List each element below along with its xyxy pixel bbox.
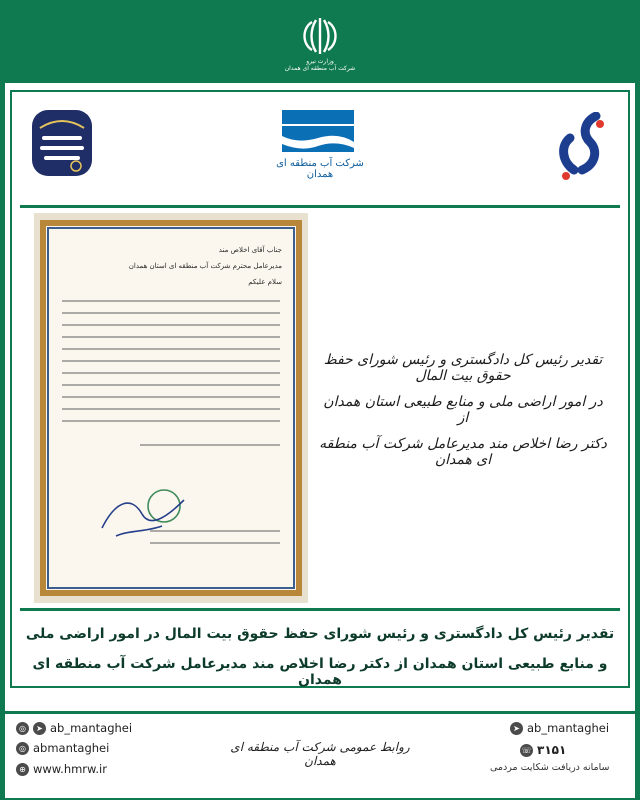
description-divider <box>20 608 620 611</box>
certificate-text-line <box>62 372 280 374</box>
logo-divider <box>20 205 620 208</box>
certificate-text-line <box>62 360 280 362</box>
certificate-greeting: سلام علیکم <box>248 278 282 286</box>
certificate-text-line <box>140 444 280 446</box>
instagram-icon: ◎ <box>16 742 29 755</box>
telegram-icon: ➤ <box>510 722 523 735</box>
footer-public-relations: روابط عمومی شرکت آب منطقه ای همدان <box>230 740 410 768</box>
caption-line-2: در امور اراضی ملی و منابع طبیعی استان همدان از <box>323 394 603 426</box>
description-line-2: و منابع طبیعی استان همدان از دکتر رضا اخلاص مند مدیرعامل شرکت آب منطقه ای همدان <box>32 656 608 688</box>
regional-water-company-logo <box>278 108 358 154</box>
certificate-text-line <box>150 530 280 532</box>
footer-left-social-handle: ab_mantaghei <box>50 721 133 735</box>
iran-emblem-icon <box>290 14 350 62</box>
signature-and-stamp <box>96 470 196 550</box>
description-line-1: تقدیر رئیس کل دادگستری و رئیس شورای حفظ حقوق بیت المال در امور اراضی ملی <box>25 626 615 642</box>
production-surge-logo <box>30 108 94 178</box>
certificate-recipient: مدیرعامل محترم شرکت آب منطقه ای استان همدان <box>128 262 282 270</box>
certificate-text-line <box>62 324 280 326</box>
footer-right-social-handle: ab_mantaghei <box>527 721 610 735</box>
footer-phone[interactable] <box>520 743 566 757</box>
caption-line-1: تقدیر رئیس کل دادگستری و رئیس شورای حفظ حقوق بیت المال <box>323 352 603 384</box>
header-emblem-caption-line2: شرکت آب منطقه ای همدان <box>284 65 356 72</box>
footer-website: www.hmrw.ir <box>33 762 107 776</box>
certificate-text-line <box>150 542 280 544</box>
globe-icon: ⊕ <box>16 763 29 776</box>
footer-left-instagram-handle: abmantaghei <box>33 741 110 755</box>
footer-website-link[interactable] <box>16 762 107 776</box>
instagram-icon: ◎ <box>16 722 29 735</box>
certificate-text-line <box>62 396 280 398</box>
caption-line-3: دکتر رضا اخلاص مند مدیرعامل شرکت آب منطقه ای همدان <box>319 436 607 468</box>
certificate-salutation: جناب آقای اخلاص مند <box>218 246 282 254</box>
footer-right-social[interactable] <box>510 721 609 735</box>
complaint-system-label: سامانه دریافت شکایت مردمی <box>490 762 610 773</box>
header-emblem-caption-line1: وزارت نیرو <box>306 58 334 65</box>
footer-left-social[interactable] <box>16 721 132 735</box>
certificate-text-line <box>62 336 280 338</box>
certificate-text-line <box>62 384 280 386</box>
telegram-icon: ➤ <box>33 722 46 735</box>
footer-left-instagram[interactable] <box>16 741 109 755</box>
header-emblem-caption <box>270 58 370 72</box>
certificate-text-line <box>62 420 280 422</box>
certificate-text-line <box>62 348 280 350</box>
complaint-phone-number: ۳۱۵۱ <box>537 743 567 757</box>
certificate-text-line <box>62 300 280 302</box>
company-logo-text: شرکت آب منطقه ای همدان <box>276 158 364 180</box>
certificate-text-line <box>62 312 280 314</box>
certificate-text-line <box>62 408 280 410</box>
phone-icon: ☏ <box>521 745 532 755</box>
water-value-logo <box>552 112 612 184</box>
